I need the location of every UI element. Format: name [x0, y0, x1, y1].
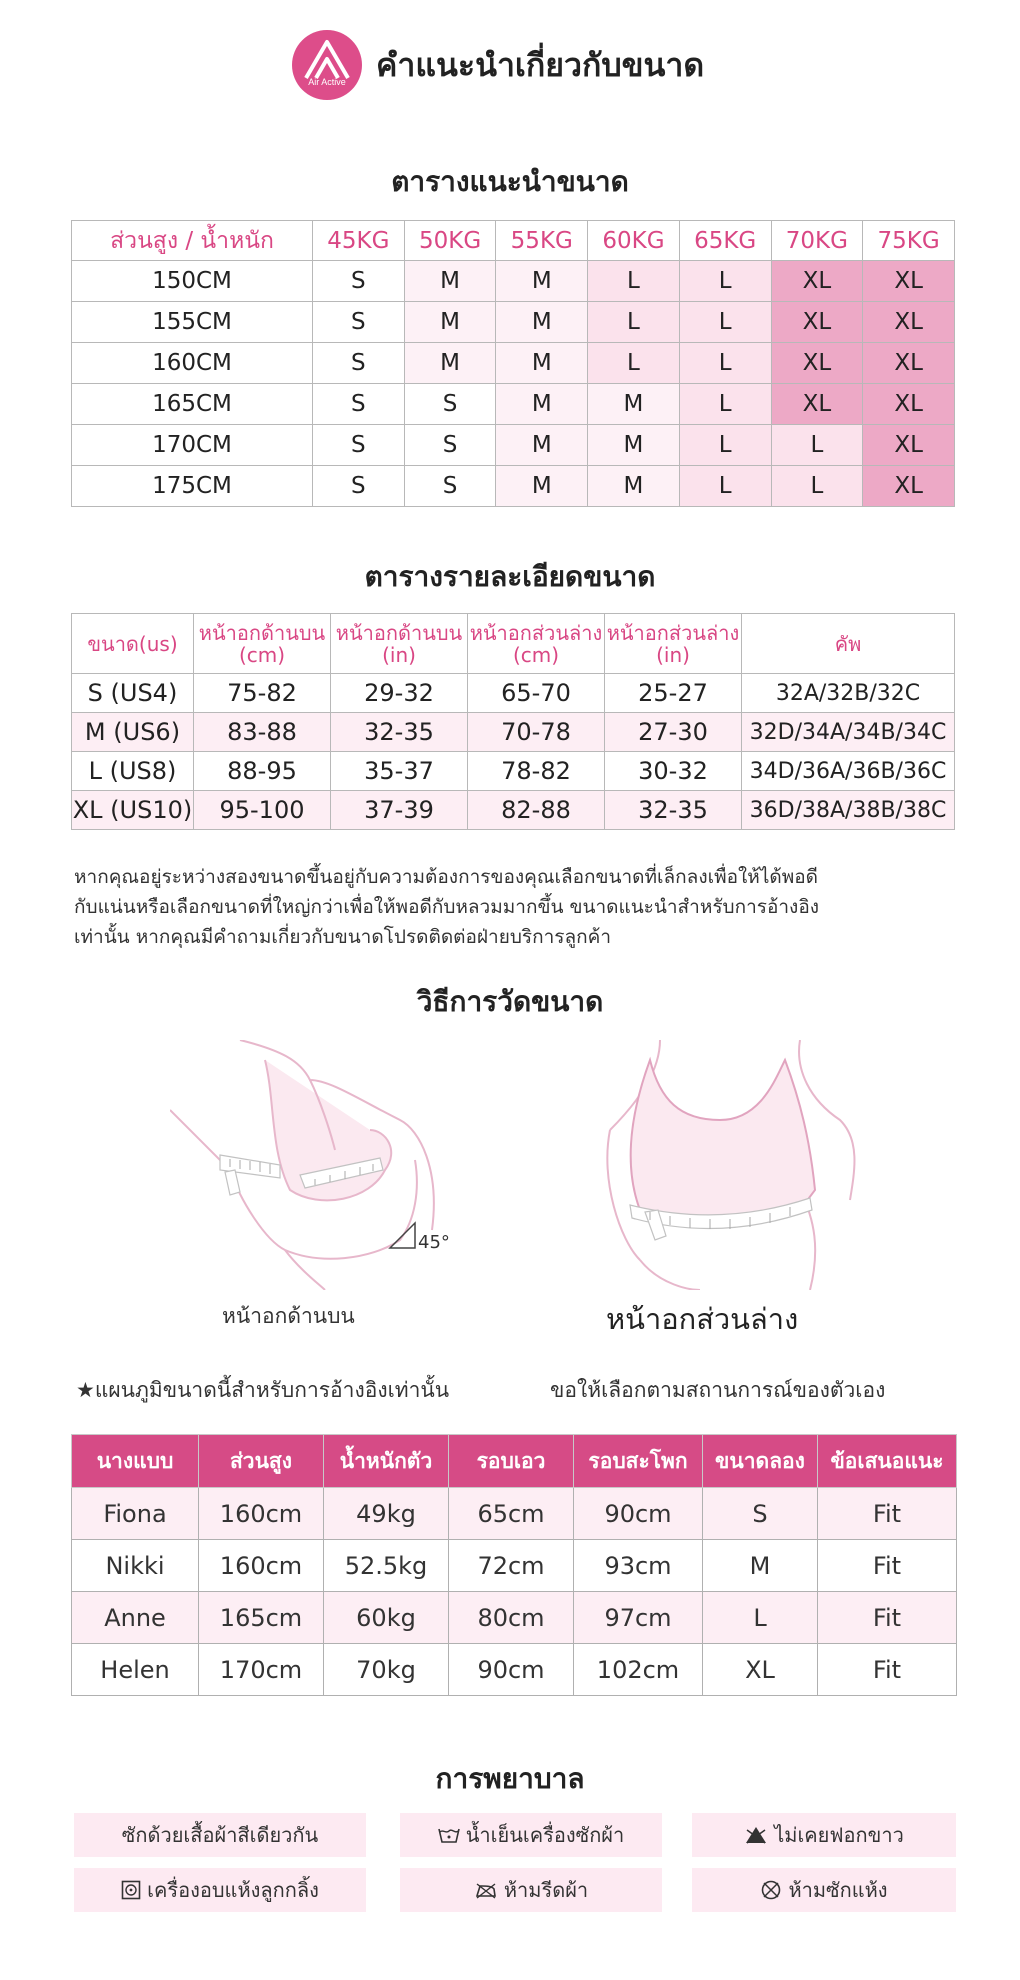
detail-header — [72, 614, 194, 674]
detail-cell: 83-88 — [194, 713, 331, 752]
size-cell: L — [771, 466, 863, 507]
detail-cell: 34D/36A/36B/36C — [742, 752, 955, 791]
height-label: 170CM — [72, 425, 313, 466]
size-chart-row — [72, 343, 955, 384]
disclaimer-right: ขอให้เลือกตามสถานการณ์ของตัวเอง — [550, 1378, 886, 1402]
detail-cell: 25-27 — [605, 674, 742, 713]
size-chart-row — [72, 425, 955, 466]
size-chart-row — [72, 466, 955, 507]
model-cell: 90cm — [449, 1644, 574, 1696]
weight-header: 75KG — [863, 221, 955, 261]
model-cell: Fiona — [72, 1488, 199, 1540]
size-cell: L — [588, 343, 680, 384]
size-cell: L — [679, 302, 771, 343]
model-cell: 80cm — [449, 1592, 574, 1644]
care-item-no-iron — [400, 1868, 662, 1912]
size-cell: L — [771, 425, 863, 466]
model-table-row — [72, 1540, 957, 1592]
size-cell: M — [404, 261, 496, 302]
height-label: 165CM — [72, 384, 313, 425]
care-item-tumble-dry — [74, 1868, 366, 1912]
model-cell: 160cm — [199, 1540, 324, 1592]
model-cell: 160cm — [199, 1488, 324, 1540]
detail-cell: 37-39 — [331, 791, 468, 830]
model-cell: M — [703, 1540, 818, 1592]
model-cell: Fit — [818, 1488, 957, 1540]
upper-bust-illustration — [170, 1040, 470, 1290]
size-cell: L — [679, 261, 771, 302]
measure-title: วิธีการวัดขนาด — [416, 985, 604, 1018]
model-cell: Nikki — [72, 1540, 199, 1592]
size-cell: M — [496, 343, 588, 384]
detail-cell: 75-82 — [194, 674, 331, 713]
detail-header — [194, 614, 331, 674]
size-cell: XL — [771, 261, 863, 302]
detail-cell: 32-35 — [605, 791, 742, 830]
size-note-paragraph — [74, 862, 954, 952]
size-chart-row — [72, 261, 955, 302]
detail-cell: 78-82 — [468, 752, 605, 791]
weight-header: 55KG — [496, 221, 588, 261]
size-cell: M — [496, 425, 588, 466]
detail-cell: 70-78 — [468, 713, 605, 752]
size-cell: XL — [771, 343, 863, 384]
model-cell: XL — [703, 1644, 818, 1696]
model-cell: L — [703, 1592, 818, 1644]
detail-cell: S (US4) — [72, 674, 194, 713]
size-cell: M — [588, 466, 680, 507]
size-chart-title: ตารางแนะนำขนาด — [391, 165, 629, 198]
model-header: ขนาดลอง — [703, 1435, 818, 1488]
detail-cell: 27-30 — [605, 713, 742, 752]
detail-header-line1: คัพ — [834, 631, 862, 656]
size-cell: XL — [771, 302, 863, 343]
size-chart-table — [71, 220, 955, 507]
model-cell: 165cm — [199, 1592, 324, 1644]
weight-header: 45KG — [313, 221, 405, 261]
size-cell: L — [679, 384, 771, 425]
size-cell: L — [588, 261, 680, 302]
model-cell: S — [703, 1488, 818, 1540]
detail-header-line2: (cm) — [238, 642, 286, 667]
no-dry-clean-icon — [760, 1879, 782, 1901]
model-cell: 93cm — [574, 1540, 703, 1592]
detail-chart-row — [72, 674, 955, 713]
cold-wash-icon — [438, 1826, 460, 1844]
under-bust-caption: หน้าอกส่วนล่าง — [606, 1302, 799, 1336]
detail-chart-table — [71, 613, 955, 830]
model-table-row — [72, 1644, 957, 1696]
care-item-no-bleach — [692, 1813, 956, 1857]
detail-header-line2: (in) — [656, 642, 690, 667]
model-cell: 49kg — [324, 1488, 449, 1540]
detail-chart-header-row — [72, 614, 955, 674]
size-chart-row — [72, 302, 955, 343]
detail-cell: L (US8) — [72, 752, 194, 791]
model-cell: 60kg — [324, 1592, 449, 1644]
height-label: 175CM — [72, 466, 313, 507]
size-cell: L — [588, 302, 680, 343]
size-cell: S — [313, 343, 405, 384]
detail-header-line1: หน้าอกส่วนล่าง — [606, 620, 740, 645]
size-cell: XL — [863, 425, 955, 466]
model-table-header-row — [72, 1435, 957, 1488]
size-cell: L — [679, 466, 771, 507]
model-table-row — [72, 1488, 957, 1540]
size-chart-corner-label: ส่วนสูง / น้ำหนัก — [72, 221, 313, 261]
angle-marker-icon — [390, 1223, 415, 1248]
detail-cell: 65-70 — [468, 674, 605, 713]
brand-logo — [292, 30, 362, 100]
detail-cell: 32A/32B/32C — [742, 674, 955, 713]
detail-cell: 32D/34A/34B/34C — [742, 713, 955, 752]
size-cell: M — [496, 261, 588, 302]
size-chart-row — [72, 384, 955, 425]
model-cell: 90cm — [574, 1488, 703, 1540]
detail-header-line1: หน้าอกด้านบน — [198, 620, 326, 645]
size-cell: S — [313, 466, 405, 507]
model-header: รอบสะโพก — [574, 1435, 703, 1488]
detail-header — [468, 614, 605, 674]
detail-cell: 29-32 — [331, 674, 468, 713]
logo-mark-icon — [292, 30, 362, 100]
size-cell: S — [313, 384, 405, 425]
size-cell: S — [313, 425, 405, 466]
size-note-line: เท่านั้น หากคุณมีคำถามเกี่ยวกับขนาดโปรดติดต่อฝ่ายบริการลูกค้า — [74, 926, 612, 948]
detail-cell: XL (US10) — [72, 791, 194, 830]
care-label: ไม่เคยฟอกขาว — [774, 1823, 904, 1847]
model-header: นางแบบ — [72, 1435, 199, 1488]
no-iron-icon — [474, 1881, 498, 1899]
model-cell: Helen — [72, 1644, 199, 1696]
model-cell: 72cm — [449, 1540, 574, 1592]
size-cell: S — [313, 302, 405, 343]
size-cell: S — [404, 384, 496, 425]
model-cell: 102cm — [574, 1644, 703, 1696]
care-item-no-dry-clean — [692, 1868, 956, 1912]
detail-chart-title: ตารางรายละเอียดขนาด — [364, 560, 656, 593]
size-cell: S — [404, 466, 496, 507]
detail-header-line1: หน้าอกส่วนล่าง — [469, 620, 603, 645]
size-cell: XL — [863, 302, 955, 343]
detail-header-line2: (cm) — [512, 642, 560, 667]
care-item-cold-wash — [400, 1813, 662, 1857]
model-header: ส่วนสูง — [199, 1435, 324, 1488]
size-cell: L — [679, 343, 771, 384]
size-cell: L — [679, 425, 771, 466]
size-cell: XL — [863, 466, 955, 507]
detail-header-line2: (in) — [382, 642, 416, 667]
model-header: ข้อเสนอแนะ — [818, 1435, 957, 1488]
no-bleach-icon — [744, 1825, 768, 1845]
detail-header — [605, 614, 742, 674]
size-chart-header-row — [72, 221, 955, 261]
disclaimer-left: ★แผนภูมิขนาดนี้สำหรับการอ้างอิงเท่านั้น — [76, 1378, 450, 1402]
model-table-row — [72, 1592, 957, 1644]
detail-cell: 30-32 — [605, 752, 742, 791]
under-bust-illustration — [600, 1040, 860, 1290]
upper-bust-caption: หน้าอกด้านบน — [222, 1304, 355, 1328]
model-cell: 65cm — [449, 1488, 574, 1540]
size-cell: M — [496, 384, 588, 425]
model-header: รอบเอว — [449, 1435, 574, 1488]
size-note-line: กับแน่นหรือเลือกขนาดที่ใหญ่กว่าเพื่อให้พอดีกับหลวมมากขึ้น ขนาดแนะนำสำหรับการอ้างอิง — [74, 896, 820, 918]
size-cell: XL — [863, 343, 955, 384]
care-label: ห้ามรีดผ้า — [503, 1878, 589, 1902]
height-label: 150CM — [72, 261, 313, 302]
detail-chart-row — [72, 713, 955, 752]
size-cell: M — [588, 425, 680, 466]
weight-header: 70KG — [771, 221, 863, 261]
detail-chart-row — [72, 791, 955, 830]
angle-label: 45° — [418, 1232, 450, 1253]
model-cell: Fit — [818, 1540, 957, 1592]
tumble-dry-icon — [121, 1880, 141, 1900]
weight-header: 60KG — [588, 221, 680, 261]
care-label: ซักด้วยเสื้อผ้าสีเดียวกัน — [121, 1823, 319, 1847]
detail-chart-row — [72, 752, 955, 791]
detail-cell: 32-35 — [331, 713, 468, 752]
detail-cell: M (US6) — [72, 713, 194, 752]
weight-header: 50KG — [404, 221, 496, 261]
size-cell: M — [404, 343, 496, 384]
size-cell: M — [496, 466, 588, 507]
size-cell: S — [313, 261, 405, 302]
logo-text: Air Active — [308, 77, 346, 87]
care-item-same-color — [74, 1813, 366, 1857]
model-cell: 70kg — [324, 1644, 449, 1696]
size-cell: M — [588, 384, 680, 425]
model-table — [71, 1434, 957, 1696]
care-label: ห้ามซักแห้ง — [788, 1878, 888, 1902]
detail-cell: 95-100 — [194, 791, 331, 830]
model-cell: 52.5kg — [324, 1540, 449, 1592]
model-cell: Fit — [818, 1592, 957, 1644]
size-cell: M — [496, 302, 588, 343]
care-title: การพยาบาล — [435, 1762, 585, 1795]
size-cell: M — [404, 302, 496, 343]
detail-cell: 88-95 — [194, 752, 331, 791]
detail-header — [742, 614, 955, 674]
size-cell: XL — [863, 261, 955, 302]
detail-header-line1: หน้าอกด้านบน — [335, 620, 463, 645]
model-cell: 97cm — [574, 1592, 703, 1644]
model-cell: Fit — [818, 1644, 957, 1696]
size-cell: XL — [863, 384, 955, 425]
model-cell: 170cm — [199, 1644, 324, 1696]
care-label: เครื่องอบแห้งลูกกลิ้ง — [147, 1878, 319, 1902]
detail-header-line1: ขนาด(us) — [87, 631, 178, 656]
page-title: คำแนะนำเกี่ยวกับขนาด — [376, 46, 705, 84]
size-note-line: หากคุณอยู่ระหว่างสองขนาดขึ้นอยู่กับความต้องการของคุณเลือกขนาดที่เล็กลงเพื่อให้ได้พอดี — [74, 866, 818, 888]
detail-cell: 35-37 — [331, 752, 468, 791]
size-cell: S — [404, 425, 496, 466]
care-label: น้ำเย็นเครื่องซักผ้า — [465, 1823, 625, 1847]
detail-cell: 82-88 — [468, 791, 605, 830]
weight-header: 65KG — [679, 221, 771, 261]
model-header: น้ำหนักตัว — [324, 1435, 449, 1488]
height-label: 155CM — [72, 302, 313, 343]
height-label: 160CM — [72, 343, 313, 384]
size-cell: XL — [771, 384, 863, 425]
detail-cell: 36D/38A/38B/38C — [742, 791, 955, 830]
detail-header — [331, 614, 468, 674]
model-cell: Anne — [72, 1592, 199, 1644]
